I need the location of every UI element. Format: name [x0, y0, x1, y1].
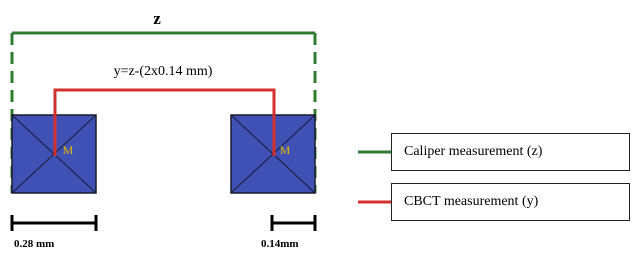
scale-bar-right: [272, 215, 315, 231]
legend-caliper-text: Caliper measurement (z): [404, 144, 543, 159]
left-marker-label: M: [62, 143, 74, 157]
legend-cbct-box: [391, 183, 630, 221]
y-formula-label: y=z-(2x0.14 mm): [113, 64, 213, 79]
z-label: z: [153, 9, 161, 28]
legend-cbct-text: CBCT measurement (y): [404, 194, 539, 209]
scale-left-label: 0.28 mm: [14, 238, 55, 250]
legend-caliper-box: [391, 133, 630, 171]
right-marker-label: M: [279, 143, 291, 157]
scale-right-label: 0.14mm: [261, 238, 299, 250]
scale-bar-left: [12, 215, 96, 231]
